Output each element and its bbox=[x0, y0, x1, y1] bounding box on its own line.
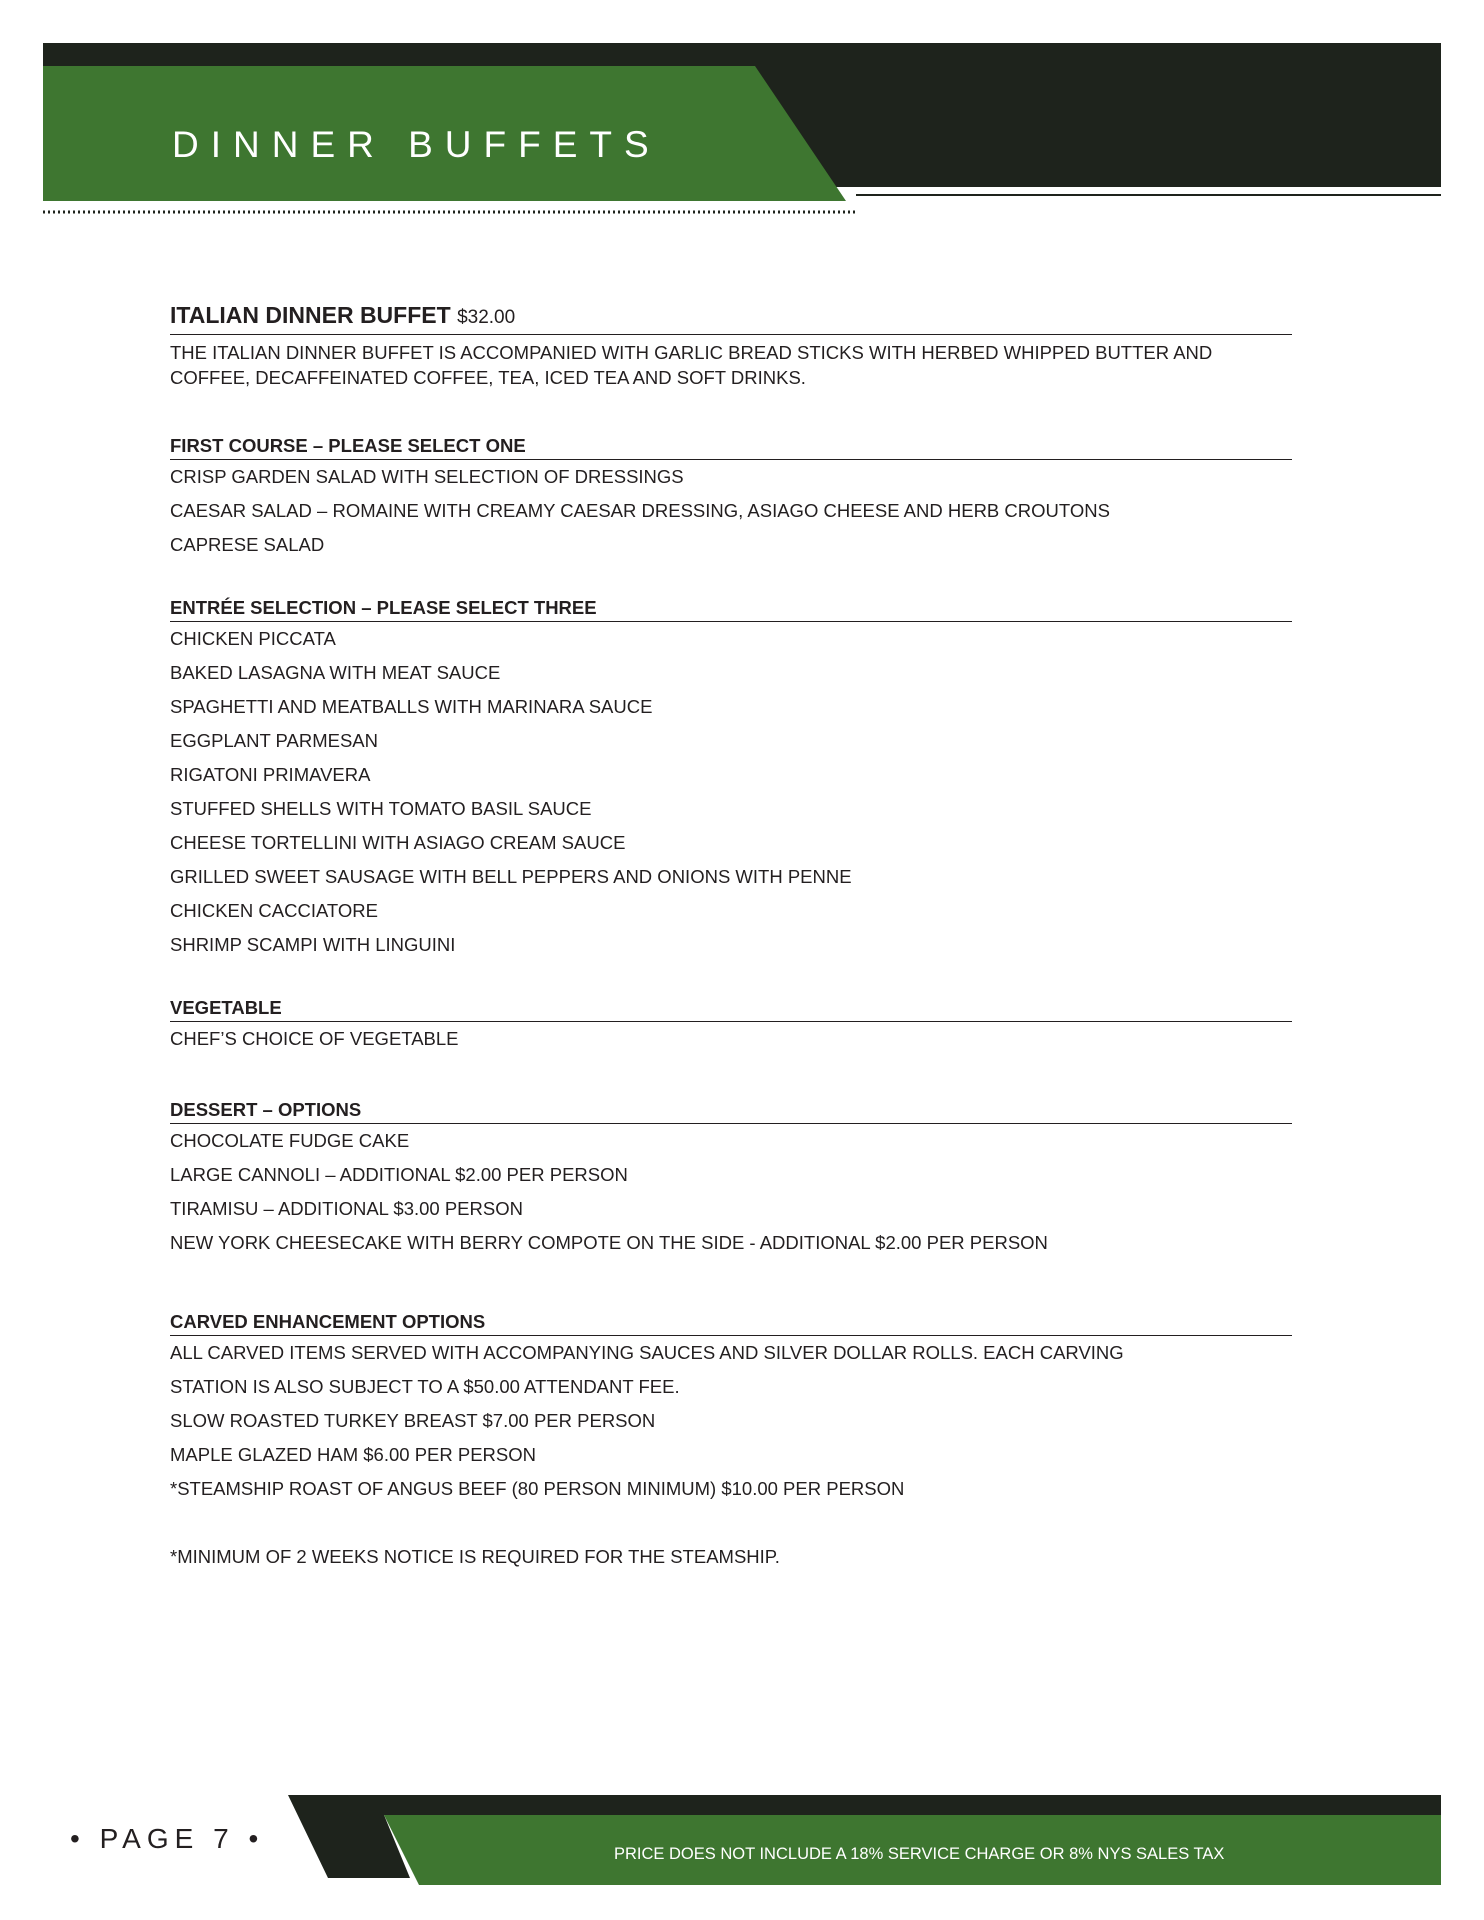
menu-item: BAKED LASAGNA WITH MEAT SAUCE bbox=[170, 662, 501, 683]
menu-item: CAPRESE SALAD bbox=[170, 534, 325, 555]
menu-item: NEW YORK CHEESECAKE WITH BERRY COMPOTE ON THE SIDE - ADDITIONAL $2.00 PER PERSON bbox=[170, 1232, 1048, 1253]
buffet-price: $32.00 bbox=[457, 307, 516, 328]
menu-item: TIRAMISU – ADDITIONAL $3.00 PERSON bbox=[170, 1198, 523, 1219]
menu-item: CRISP GARDEN SALAD WITH SELECTION OF DRESSINGS bbox=[170, 466, 684, 487]
menu-item: CAESAR SALAD – ROMAINE WITH CREAMY CAESAR DRESSING, ASIAGO CHEESE AND HERB CROUTONS bbox=[170, 500, 1110, 521]
page-title: DINNER BUFFETS bbox=[172, 124, 661, 165]
menu-item: ALL CARVED ITEMS SERVED WITH ACCOMPANYING SAUCES AND SILVER DOLLAR ROLLS. EACH CARVING bbox=[170, 1342, 1124, 1363]
carved-footnote: *MINIMUM OF 2 WEEKS NOTICE IS REQUIRED FOR THE STEAMSHIP. bbox=[170, 1546, 780, 1567]
section-heading: ENTRÉE SELECTION – PLEASE SELECT THREE bbox=[170, 596, 1292, 622]
menu-content bbox=[170, 300, 1292, 1574]
menu-item: *STEAMSHIP ROAST OF ANGUS BEEF (80 PERSON MINIMUM) $10.00 PER PERSON bbox=[170, 1478, 905, 1499]
footer-note: PRICE DOES NOT INCLUDE A 18% SERVICE CHARGE OR 8% NYS SALES TAX bbox=[614, 1845, 1225, 1863]
menu-item: RIGATONI PRIMAVERA bbox=[170, 764, 371, 785]
section-heading: VEGETABLE bbox=[170, 996, 1292, 1022]
menu-item: CHICKEN CACCIATORE bbox=[170, 900, 378, 921]
section-vegetable bbox=[170, 996, 1292, 1056]
menu-item: CHICKEN PICCATA bbox=[170, 628, 336, 649]
buffet-title: ITALIAN DINNER BUFFET bbox=[170, 302, 451, 328]
section-first-course bbox=[170, 434, 1292, 562]
section-heading: CARVED ENHANCEMENT OPTIONS bbox=[170, 1310, 1292, 1336]
menu-item: SHRIMP SCAMPI WITH LINGUINI bbox=[170, 934, 456, 955]
section-entree bbox=[170, 596, 1292, 962]
menu-item: MAPLE GLAZED HAM $6.00 PER PERSON bbox=[170, 1444, 537, 1465]
section-heading: DESSERT – OPTIONS bbox=[170, 1098, 1292, 1124]
menu-item: STATION IS ALSO SUBJECT TO A $50.00 ATTENDANT FEE. bbox=[170, 1376, 680, 1397]
menu-item: CHEESE TORTELLINI WITH ASIAGO CREAM SAUCE bbox=[170, 832, 626, 853]
menu-item: GRILLED SWEET SAUSAGE WITH BELL PEPPERS AND ONIONS WITH PENNE bbox=[170, 866, 852, 887]
section-heading: FIRST COURSE – PLEASE SELECT ONE bbox=[170, 434, 1292, 460]
menu-item: LARGE CANNOLI – ADDITIONAL $2.00 PER PERSON bbox=[170, 1164, 628, 1185]
buffet-heading bbox=[170, 300, 1292, 335]
section-carved bbox=[170, 1310, 1292, 1574]
menu-item: SPAGHETTI AND MEATBALLS WITH MARINARA SAUCE bbox=[170, 696, 653, 717]
menu-item: SLOW ROASTED TURKEY BREAST $7.00 PER PERSON bbox=[170, 1410, 656, 1431]
menu-item: EGGPLANT PARMESAN bbox=[170, 730, 379, 751]
menu-item: STUFFED SHELLS WITH TOMATO BASIL SAUCE bbox=[170, 798, 592, 819]
header-band bbox=[0, 0, 1484, 220]
menu-item: CHOCOLATE FUDGE CAKE bbox=[170, 1130, 410, 1151]
section-dessert bbox=[170, 1098, 1292, 1260]
buffet-description: THE ITALIAN DINNER BUFFET IS ACCOMPANIED WITH GARLIC BREAD STICKS WITH HERBED WHIPPED BUTTER AND COFFEE, DECAFFEINATED COFFEE, TEA, ICED TEA AND SOFT DRINKS. bbox=[170, 342, 1213, 388]
menu-item: CHEF’S CHOICE OF VEGETABLE bbox=[170, 1028, 459, 1049]
page-number: • PAGE 7 • bbox=[70, 1823, 265, 1854]
